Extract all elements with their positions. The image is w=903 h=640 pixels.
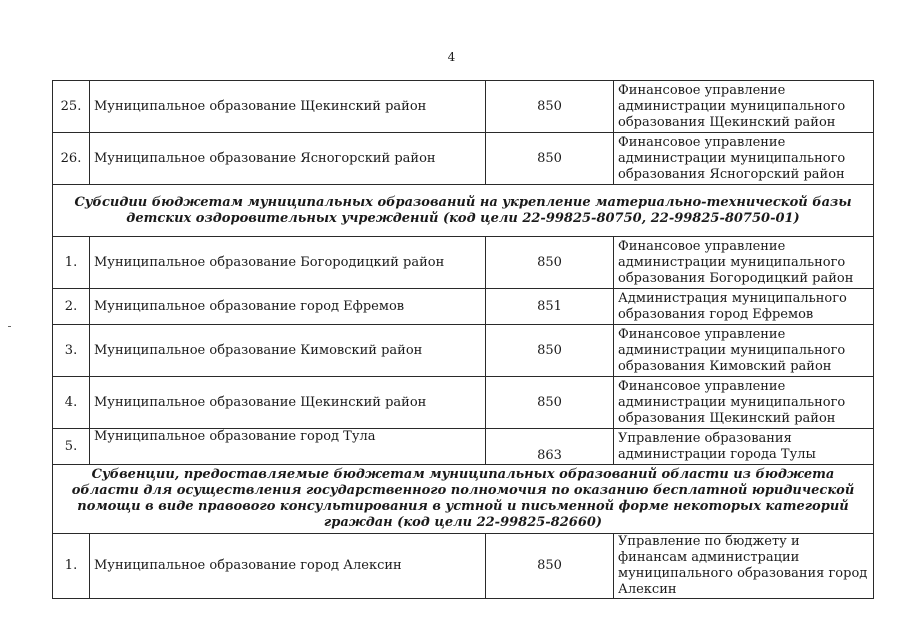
- table-row: [53, 534, 874, 599]
- budget-code-cell: 850: [486, 81, 614, 133]
- table-row: [53, 377, 874, 429]
- municipality-name-cell: Муниципальное образование Кимовский район: [90, 325, 486, 377]
- section-header-row: [53, 185, 874, 237]
- budget-code-cell: 851: [486, 289, 614, 325]
- row-number-cell: 5.: [53, 429, 90, 465]
- section-header-text: Субвенции, предоставляемые бюджетам муниципальных образований области из бюджета области для осуществления государственного полномочия по оказанию бесплатной юридической помощи в виде правового консультирования в устной и письменной форме некоторых категорий граждан (код цели 22-99825-82660): [53, 465, 874, 534]
- administrator-cell: Администрация муниципального образования город Ефремов: [614, 289, 874, 325]
- table-row: [53, 237, 874, 289]
- section-header-row: [53, 465, 874, 534]
- table-row: [53, 81, 874, 133]
- municipality-name-cell: Муниципальное образование Ясногорский район: [90, 133, 486, 185]
- page-number: 4: [447, 50, 456, 64]
- administrator-cell: Финансовое управление администрации муниципального образования Ясногорский район: [614, 133, 874, 185]
- municipality-name-cell: Муниципальное образование Щекинский район: [90, 377, 486, 429]
- row-number-cell: 4.: [53, 377, 90, 429]
- budget-code-cell: 850: [486, 237, 614, 289]
- administrator-cell: Финансовое управление администрации муниципального образования Богородицкий район: [614, 237, 874, 289]
- row-number-cell: 3.: [53, 325, 90, 377]
- municipality-name-cell: Муниципальное образование город Тула: [90, 429, 486, 465]
- budget-code-cell: 850: [486, 377, 614, 429]
- administrator-cell: Финансовое управление администрации муниципального образования Кимовский район: [614, 325, 874, 377]
- municipality-name-cell: Муниципальное образование город Ефремов: [90, 289, 486, 325]
- row-number-cell: 1.: [53, 237, 90, 289]
- margin-mark: [8, 326, 11, 327]
- administrator-cell: Финансовое управление администрации муниципального образования Щекинский район: [614, 81, 874, 133]
- row-number-cell: 1.: [53, 534, 90, 599]
- budget-code-cell: 850: [486, 133, 614, 185]
- table-body: [53, 81, 874, 599]
- row-number-cell: 26.: [53, 133, 90, 185]
- budget-code-cell: 863: [486, 429, 614, 465]
- administrator-cell: Управление по бюджету и финансам администрации муниципального образования город Алексин: [614, 534, 874, 599]
- section-header-text: Субсидии бюджетам муниципальных образований на укрепление материально-технической базы детских оздоровительных учреждений (код цели 22-99825-80750, 22-99825-80750-01): [53, 185, 874, 237]
- table-row: [53, 289, 874, 325]
- municipality-name-cell: Муниципальное образование Богородицкий район: [90, 237, 486, 289]
- administrator-cell: Управление образования администрации города Тулы: [614, 429, 874, 465]
- table-row: [53, 133, 874, 185]
- municipality-name-cell: Муниципальное образование город Алексин: [90, 534, 486, 599]
- recipients-table: [52, 80, 874, 599]
- table-row: [53, 325, 874, 377]
- municipality-name-cell: Муниципальное образование Щекинский район: [90, 81, 486, 133]
- table-row: [53, 429, 874, 465]
- administrator-cell: Финансовое управление администрации муниципального образования Щекинский район: [614, 377, 874, 429]
- budget-code-cell: 850: [486, 534, 614, 599]
- row-number-cell: 2.: [53, 289, 90, 325]
- row-number-cell: 25.: [53, 81, 90, 133]
- budget-code-cell: 850: [486, 325, 614, 377]
